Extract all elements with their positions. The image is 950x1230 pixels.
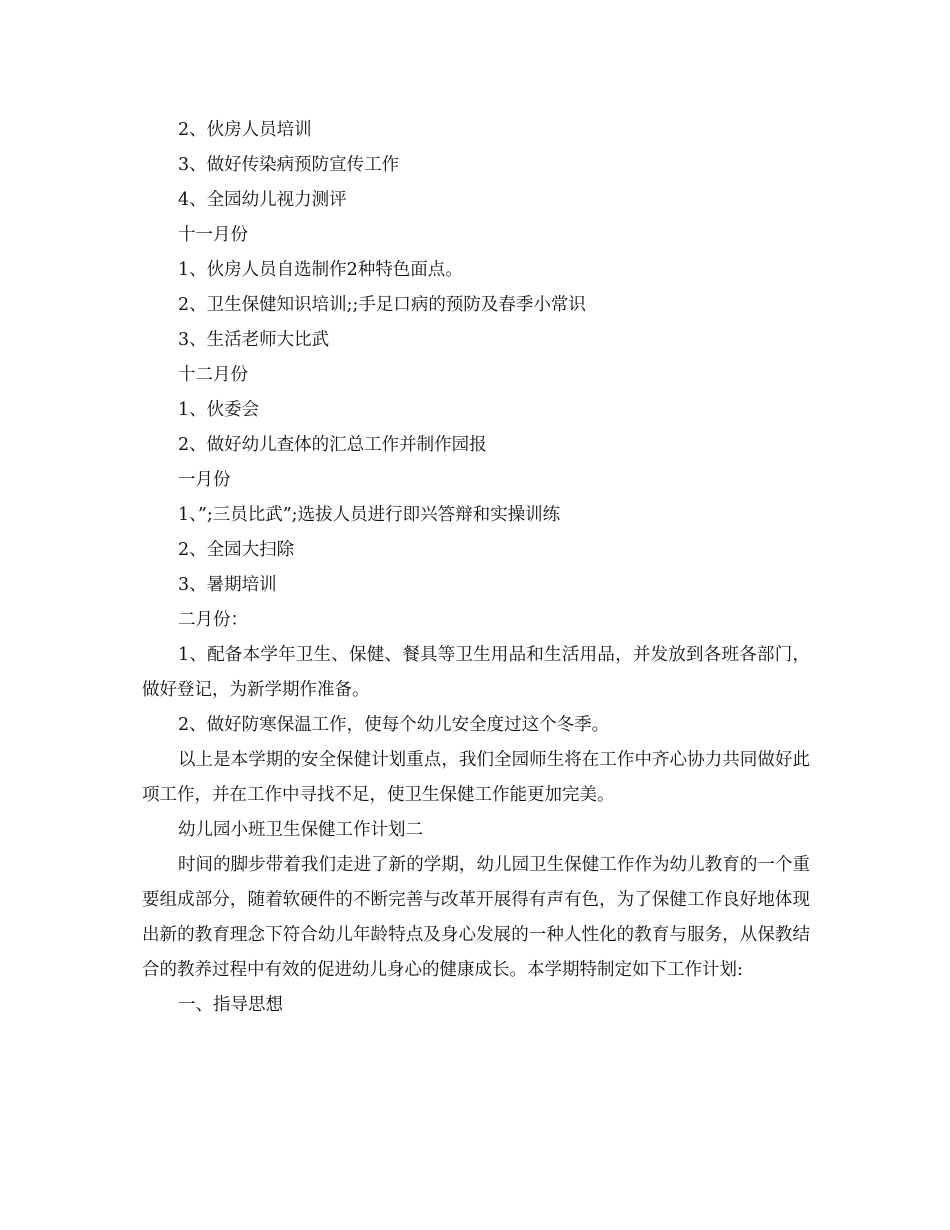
list-item: 2、卫生保健知识培训;;手足口病的预防及春季小常识 <box>178 295 586 315</box>
month-heading: 一月份 <box>178 470 231 490</box>
paragraph: 2、做好防寒保温工作，使每个幼儿安全度过这个冬季。 <box>178 715 610 735</box>
month-heading: 二月份： <box>178 610 248 630</box>
list-item: 1、伙委会 <box>178 400 260 420</box>
list-item: 3、做好传染病预防宣传工作 <box>178 155 400 175</box>
month-heading: 十一月份 <box>178 225 248 245</box>
list-item: 3、暑期培训 <box>178 575 277 595</box>
list-item: 2、做好幼儿查体的汇总工作并制作园报 <box>178 435 487 455</box>
list-item: 2、伙房人员培训 <box>178 120 312 140</box>
section-heading: 一、指导思想 <box>178 995 283 1015</box>
list-item: 2、全园大扫除 <box>178 540 295 560</box>
list-item: 4、全园幼儿视力测评 <box>178 190 347 210</box>
list-item: 1、”;三员比武”;选拔人员进行即兴答辩和实操训练 <box>178 505 561 525</box>
list-item: 3、生活老师大比武 <box>178 330 330 350</box>
month-heading: 十二月份 <box>178 365 248 385</box>
list-item: 1、伙房人员自选制作2种特色面点。 <box>178 260 463 280</box>
paragraph: 时间的脚步带着我们走进了新的学期，幼儿园卫生保健工作作为幼儿教育的一个重要组成部分，随着软硬件的不断完善与改革开展得有声有色，为了保健工作良好地体现出新的教育理念下符合幼儿年龄特点及身心发展的一种人性化的教育与服务，从保教结合的教养过程中有效的促进幼儿身心的健康成长。本学期特制定如下工作计划: <box>142 855 810 980</box>
paragraph: 以上是本学期的安全保健计划重点，我们全园师生将在工作中齐心协力共同做好此项工作，并在工作中寻找不足，使卫生保健工作能更加完美。 <box>142 750 810 805</box>
document-body <box>142 113 810 1023</box>
paragraph: 1、配备本学年卫生、保健、餐具等卫生用品和生活用品，并发放到各班各部门，做好登记，为新学期作准备。 <box>142 645 810 700</box>
section-title: 幼儿园小班卫生保健工作计划二 <box>178 820 423 840</box>
